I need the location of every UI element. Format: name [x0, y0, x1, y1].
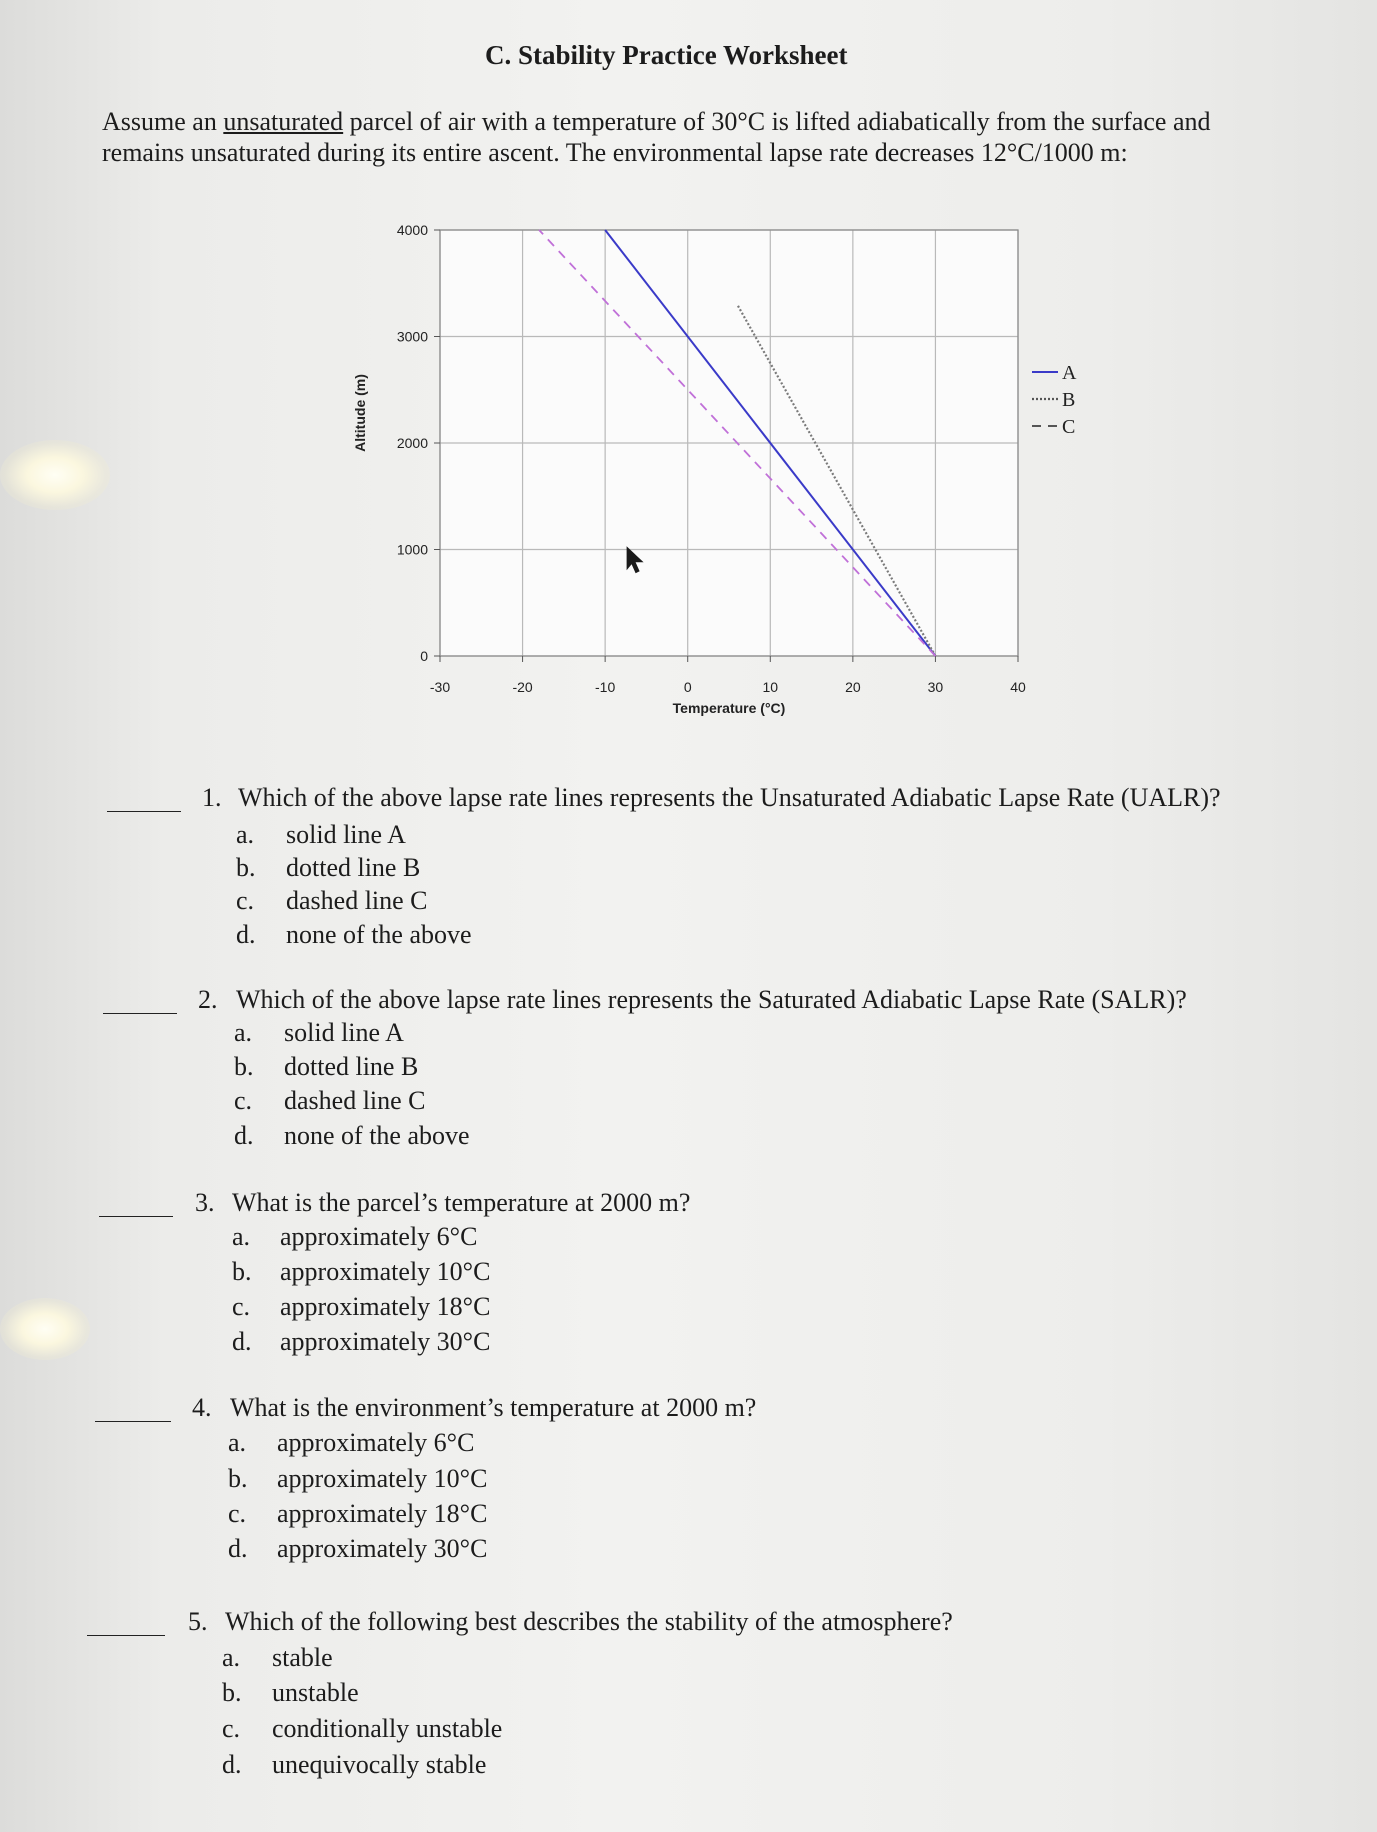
- option-letter: b.: [236, 853, 256, 882]
- y-tick-label: 2000: [396, 435, 428, 451]
- screen-glare: [0, 440, 110, 510]
- legend-label-B: B: [1062, 389, 1076, 411]
- option-letter: b.: [234, 1052, 254, 1081]
- option-text: dashed line C: [284, 1086, 426, 1115]
- intro-paragraph: [102, 106, 1262, 168]
- option-letter: b.: [228, 1464, 248, 1493]
- intro-text: parcel of air with a temperature of 30°C is lifted adiabatically from the surface and remains unsaturated during its entire ascent. The environmental lapse rate decreases 12°C/1000 m:: [102, 107, 1211, 167]
- x-tick-label: 10: [762, 679, 779, 695]
- option-letter: c.: [232, 1292, 251, 1321]
- option-letter: d.: [228, 1534, 248, 1563]
- option-text: solid line A: [284, 1018, 404, 1047]
- x-tick-label: 0: [683, 679, 692, 695]
- question-number: 3.: [195, 1188, 215, 1217]
- option-text: solid line A: [286, 820, 406, 849]
- question-number: 4.: [192, 1393, 212, 1422]
- intro-text: Assume an: [102, 107, 224, 136]
- option-text: approximately 30°C: [277, 1534, 488, 1563]
- option-text: approximately 10°C: [277, 1464, 488, 1493]
- option-text: dotted line B: [286, 853, 421, 882]
- option-letter: d.: [232, 1327, 252, 1356]
- x-tick-label: -30: [429, 679, 451, 695]
- intro-underlined-word: unsaturated: [223, 107, 344, 136]
- question-number: 2.: [198, 985, 218, 1014]
- option-letter: a.: [234, 1018, 253, 1047]
- option-letter: d.: [222, 1750, 242, 1779]
- option-text: approximately 6°C: [280, 1222, 478, 1251]
- option-letter: b.: [222, 1678, 242, 1707]
- legend-label-C: C: [1062, 416, 1076, 438]
- x-tick-label: -20: [512, 679, 533, 695]
- option-letter: d.: [234, 1121, 254, 1150]
- x-tick-label: 30: [927, 679, 944, 695]
- option-text: approximately 10°C: [280, 1257, 491, 1286]
- option-letter: d.: [236, 920, 256, 949]
- option-letter: a.: [232, 1222, 251, 1251]
- question-text: Which of the following best describes the stability of the atmosphere?: [225, 1607, 953, 1636]
- question-number: 1.: [202, 783, 222, 812]
- x-tick-label: -10: [595, 679, 616, 695]
- option-text: conditionally unstable: [272, 1714, 503, 1743]
- question-text: Which of the above lapse rate lines represents the Unsaturated Adiabatic Lapse Rate (UALR)?: [238, 783, 1221, 812]
- option-text: approximately 30°C: [280, 1327, 491, 1356]
- option-letter: a.: [222, 1643, 241, 1672]
- y-axis-label: Altitude (m): [352, 374, 368, 452]
- option-letter: c.: [222, 1714, 241, 1743]
- option-letter: b.: [232, 1257, 252, 1286]
- y-tick-label: 1000: [396, 541, 428, 558]
- option-text: approximately 18°C: [277, 1499, 488, 1528]
- option-text: dashed line C: [286, 886, 428, 915]
- x-tick-label: 20: [845, 679, 861, 695]
- question-text: What is the environment’s temperature at 2000 m?: [230, 1393, 757, 1422]
- option-text: unequivocally stable: [272, 1750, 487, 1779]
- option-text: approximately 18°C: [280, 1292, 491, 1321]
- y-tick-label: 0: [420, 648, 428, 664]
- option-text: none of the above: [286, 920, 472, 949]
- answer-blank[interactable]: [99, 1216, 173, 1217]
- question-text: Which of the above lapse rate lines represents the Saturated Adiabatic Lapse Rate (SALR)?: [236, 985, 1187, 1014]
- option-letter: a.: [228, 1428, 247, 1457]
- answer-blank[interactable]: [95, 1421, 171, 1422]
- answer-blank[interactable]: [103, 1013, 177, 1014]
- option-text: none of the above: [284, 1121, 470, 1150]
- answer-blank[interactable]: [107, 811, 181, 812]
- option-text: stable: [272, 1643, 333, 1672]
- answer-blank[interactable]: [87, 1635, 165, 1636]
- x-axis-label: Temperature (°C): [672, 700, 786, 716]
- legend-label-A: A: [1062, 362, 1077, 384]
- screen-glare: [0, 1298, 90, 1360]
- lapse-rate-chart: [352, 215, 1115, 735]
- y-tick-label: 3000: [396, 328, 428, 345]
- option-letter: a.: [236, 820, 255, 849]
- option-text: approximately 6°C: [277, 1428, 475, 1457]
- chart-svg: [352, 215, 1115, 735]
- option-text: unstable: [272, 1678, 359, 1707]
- y-tick-label: 4000: [396, 222, 428, 238]
- worksheet-title: C. Stability Practice Worksheet: [485, 40, 848, 70]
- question-text: What is the parcel’s temperature at 2000 m?: [232, 1188, 691, 1217]
- option-text: dotted line B: [284, 1052, 419, 1081]
- option-letter: c.: [228, 1499, 247, 1528]
- x-tick-label: 40: [1010, 679, 1026, 695]
- option-letter: c.: [236, 886, 255, 915]
- question-number: 5.: [188, 1607, 208, 1636]
- option-letter: c.: [234, 1086, 253, 1115]
